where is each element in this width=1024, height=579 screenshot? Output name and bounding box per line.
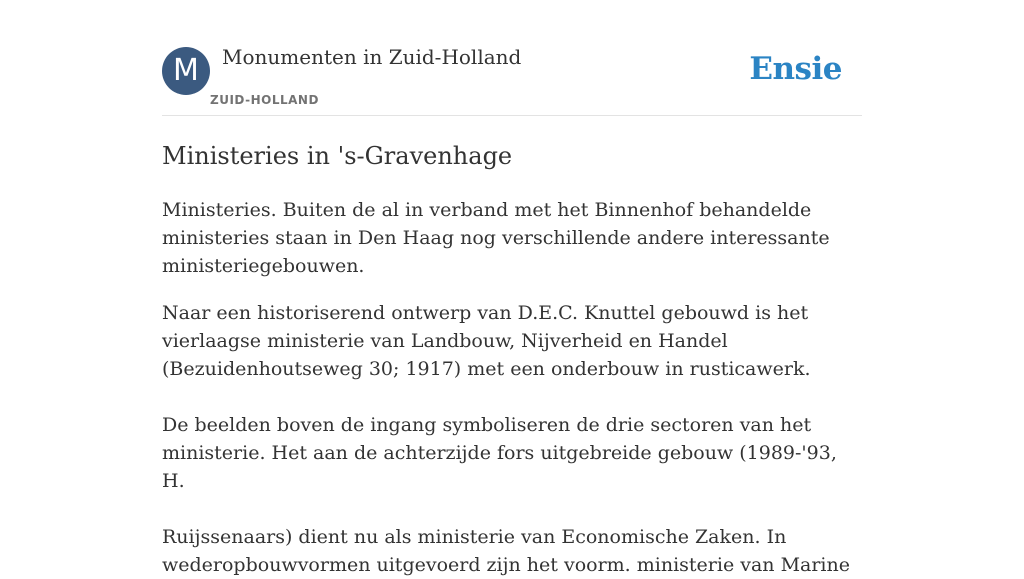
category-link[interactable]: ZUID-HOLLAND: [210, 93, 319, 107]
article-paragraph: Ruijssenaars) dient nu als ministerie van Economische Zaken. In wederopbouwvormen uitgevoerd zijn het voorm. ministerie van Marine: [162, 526, 850, 576]
article-title: Ministeries in 's-Gravenhage: [162, 142, 513, 170]
site-title-link[interactable]: Monumenten in Zuid-Holland: [222, 45, 522, 69]
article-paragraph: Naar een historiserend ontwerp van D.E.C. Knuttel gebouwd is het vierlaagse ministerie van Landbouw, Nijverheid en Handel (Bezuidenhoutseweg 30; 1917) met een onderbouw in rusticawerk.: [162, 302, 811, 380]
header: [162, 0, 862, 116]
avatar[interactable]: M: [162, 47, 210, 95]
page: [162, 0, 862, 576]
article-paragraph: De beelden boven de ingang symboliseren de drie sectoren van het ministerie. Het aan de achterzijde fors uitgebreide gebouw (1989-'93, H.: [162, 414, 837, 492]
article-paragraph: Ministeries. Buiten de al in verband met het Binnenhof behandelde ministeries staan in Den Haag nog verschillende andere interessante ministeriegebouwen.: [162, 199, 830, 277]
ensie-logo[interactable]: Ensie: [749, 51, 842, 87]
